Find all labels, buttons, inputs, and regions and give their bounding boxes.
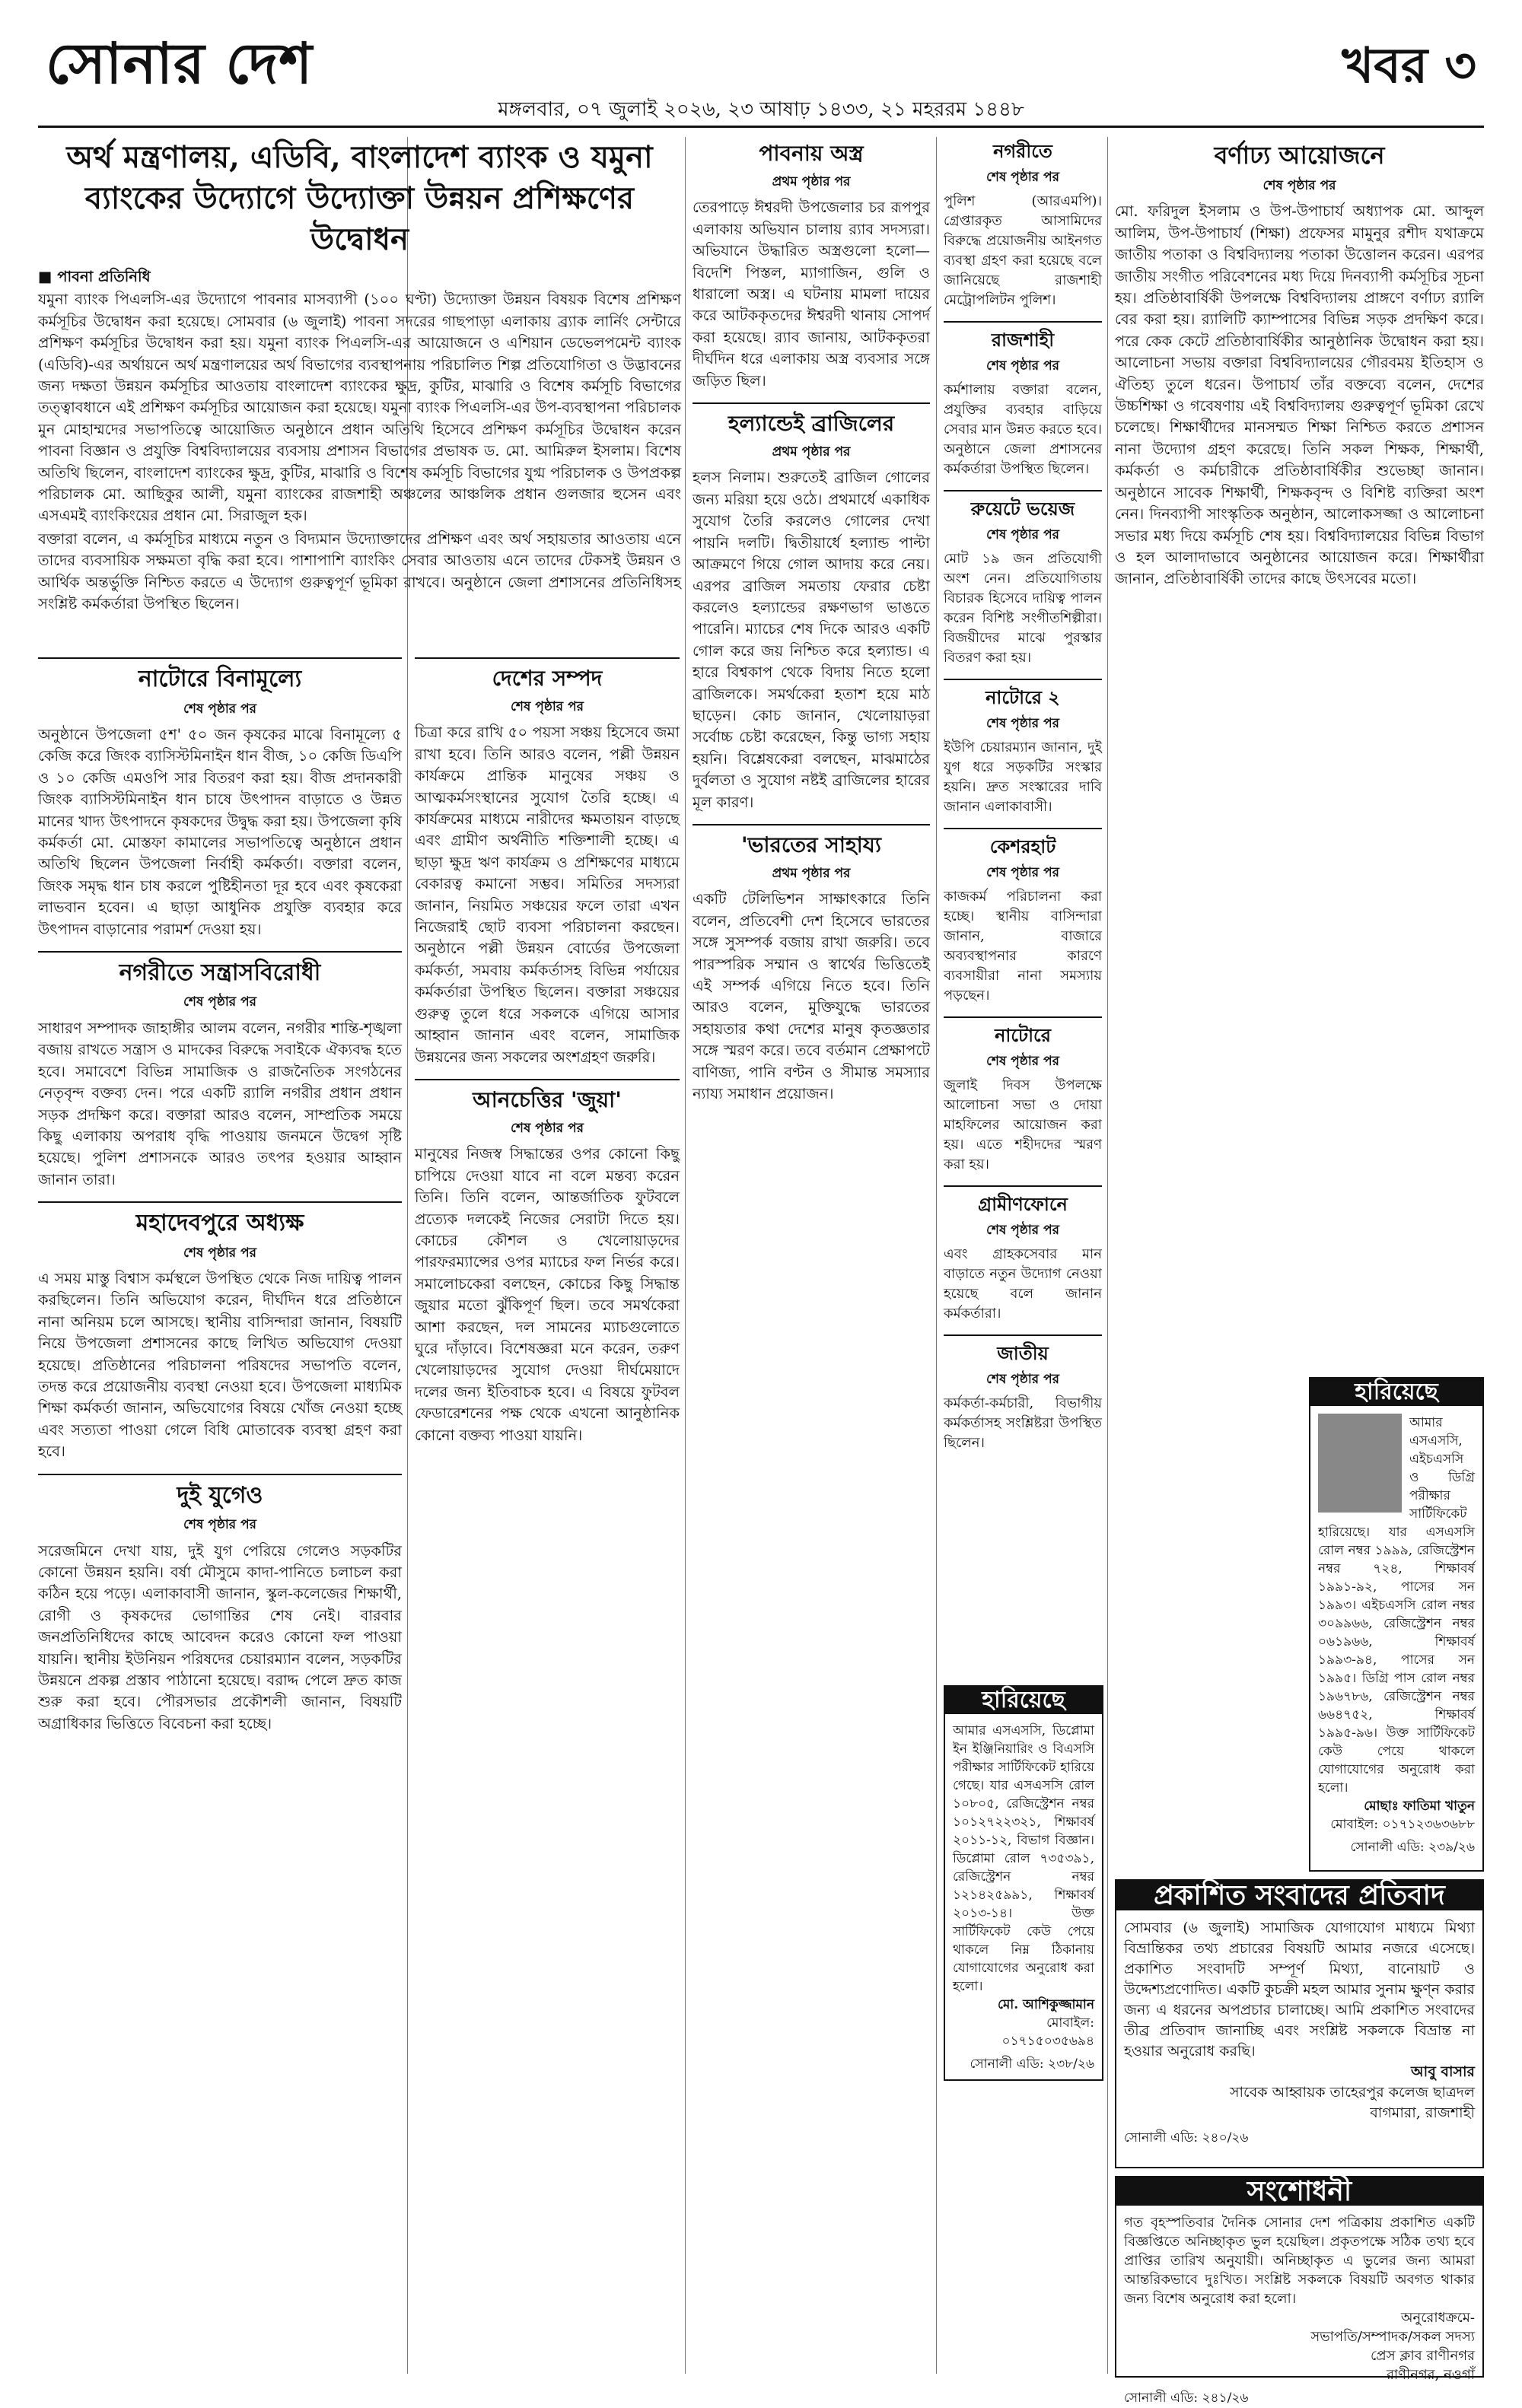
story-headline: দুই যুগেও [177,1481,263,1509]
masthead [38,14,1484,128]
notice-name: মোছাঃ ফাতিমা খাতুন [1364,1799,1475,1814]
story-body: পুলিশ (আরএমপি)। গ্রেপ্তারকৃত আসামিদের বিরুদ্ধে প্রয়োজনীয় আইনগত ব্যবস্থা গ্রহণ করা হয়েছে বলে জানিয়েছে রাজশাহী মেট্রোপলিটন পুলিশ। [944,193,1102,308]
ad-reference: সোনালী এডি: ২৩৯/২৬ [1350,1840,1475,1855]
ad-reference: সোনালী এডি: ২৪০/২৬ [1124,2130,1249,2146]
box-title: প্রকাশিত সংবাদের প্রতিবাদ [1116,1881,1482,1910]
lead-body: যমুনা ব্যাংক পিএলসি-এর উদ্যোগে পাবনার মাসব্যাপী (১০০ ঘণ্টা) উদ্যোক্তা উন্নয়ন বিষয়ক বিশেষ প্রশিক্ষণ কর্মসূচির উদ্বোধন করা হয়েছে। সোমবার (৬ জুলাই) পাবনা সদরের গাছপাড়া এলাকায় ব্র্যাক লার্নিং সেন্টারে প্রশিক্ষণ কর্মসূচির উদ্বোধন করা হয়। যমুনা ব্যাংক পিএলসি-এর আয়োজনে ও এশিয়ান ডেভেলপমেন্ট ব্যাংক (এডিবি)-এর অর্থায়নে অর্থ মন্ত্রণালয়ের অর্থ বিভাগের ব্যবস্থাপনায় পরিচালিত শিল্প প্রতিযোগিতা ও উদ্ভাবনের জন্য দক্ষতা উন্নয়ন কর্মসূচির আওতায় বাংলাদেশ ব্যাংকের ক্ষুদ্র, কুটির, মাঝারি ও বিশেষ কর্মসূচি বিভাগের তত্ত্বাবধানে এই প্রশিক্ষণ কর্মসূচির আয়োজন করা হয়েছে। যমুনা ব্যাংক পিএলসি-এর উপ-ব্যবস্থাপনা পরিচালক মুন মোহাম্মদের সভাপতিত্বে আয়োজিত অনুষ্ঠানে প্রধান অতিথি হিসেবে প্রশিক্ষণ কর্মসূচির উদ্বোধন করেন পাবনা বিজ্ঞান ও প্রযুক্তি বিশ্ববিদ্যালয়ের ব্যবসায় প্রশাসন বিভাগের প্রভাষক ড. মো. আমিরুল ইসলাম। বিশেষ অতিথি ছিলেন, বাংলাদেশ ব্যাংকের ক্ষুদ্র, কুটির, মাঝারি ও বিশেষ কর্মসূচি বিভাগের যুগ্ম পরিচালক ও উপপ্রকল্প পরিচালক মো. আছিকুর আলী, যমুনা ব্যাংকের রাজশাহী অঞ্চলের আঞ্চলিক প্রধান গুলজার হুসেন এবং এসএমই ব্যাংকিংয়ের প্রধান মো. সিরাজুল হক। [38,291,681,525]
column-rule [685,137,686,2374]
continuation-label: শেষ পৃষ্ঠার পর [986,865,1059,880]
divider [944,1016,1102,1018]
continuation-label: প্রথম পৃষ্ঠার পর [772,174,851,189]
notice-phone: মোবাইল: ০১৭১৫০৩৫৬৯৪ [1001,2015,1094,2049]
column-1 [38,647,402,2374]
story-headline: নগরীতে [993,140,1052,162]
story-headline: পাবনায় অস্ত্র [759,141,864,166]
story-body: এ সময় মাস্তু বিশ্বাস কর্মস্থলে উপস্থিত থেকে নিজ দায়িত্ব পালন করছিলেন। তিনি অভিযোগ করেন, দীর্ঘদিন ধরে প্রতিষ্ঠানে নানা অনিয়ম চলে আসছে। স্থানীয় বাসিন্দারা জানান, বিষয়টি নিয়ে উপজেলা প্রশাসনের কাছে লিখিত অভিযোগ দেওয়া হয়েছে। প্রতিষ্ঠানের পরিচালনা পরিষদের সভাপতি বলেন, তদন্ত করে প্রয়োজনীয় ব্যবস্থা নেওয়া হবে। উপজেলা মাধ্যমিক শিক্ষা কর্মকর্তা জানান, অভিযোগের বিষয়ে খোঁজ নেওয়া হচ্ছে এবং সত্যতা পাওয়া গেলে বিধি মোতাবেক ব্যবস্থা গ্রহণ করা হবে। [38,1270,402,1461]
story-headline: বর্ণাঢ্য আয়োজনে [1214,141,1385,170]
divider [38,1201,402,1203]
continuation-label: প্রথম পৃষ্ঠার পর [772,444,851,460]
divider [944,1334,1102,1336]
ad-reference: সোনালী এডি: ২৪১/২৬ [1124,2391,1249,2406]
story-headline: রুয়েটে ভয়েজ [970,498,1075,520]
story-body: কাজকর্ম পরিচালনা করা হচ্ছে। স্থানীয় বাসিন্দারা জানান, বাজারে অব্যবস্থাপনার কারণে ব্যবসায়ীরা নানা সমস্যায় পড়ছেন। [944,889,1102,1004]
story-headline: মহাদেবপুরে অধ্যক্ষ [135,1210,304,1237]
box-title: সংশোধনী [1116,2177,1482,2206]
story-headline: আনচেত্তির 'জুয়া' [473,1086,622,1112]
story-body: কর্মশালায় বক্তারা বলেন, প্রযুক্তির ব্যবহার বাড়িয়ে সেবার মান উন্নত করতে হবে। অনুষ্ঠানে জেলা প্রশাসনের কর্মকর্তারা উপস্থিত ছিলেন। [944,382,1102,477]
continuation-label: শেষ পৃষ্ঠার পর [183,1517,256,1533]
continuation-label: শেষ পৃষ্ঠার পর [986,170,1059,185]
divider [944,828,1102,829]
story-body: এবং গ্রাহকসেবার মান বাড়াতে নতুন উদ্যোগ নেওয়া হয়েছে বলে জানান কর্মকর্তারা। [944,1246,1102,1322]
story-body: ইউপি চেয়ারম্যান জানান, দুই যুগ ধরে সড়কটির সংস্কার হয়নি। দ্রুত সংস্কারের দাবি জানান এলাকাবাসী। [944,740,1102,815]
divider [38,657,402,659]
story-headline: দেশের সম্পদ [492,666,603,691]
column-5 [1115,137,1484,1369]
divider [415,1079,680,1080]
page-label: খবর ৩ [1342,37,1476,94]
lead-story [38,137,681,639]
notice-phone: মোবাইল: ০১৭১২৩৬৩৬৮৮ [1330,1817,1475,1832]
continuation-label: শেষ পৃষ্ঠার পর [986,716,1059,731]
divider [415,657,680,659]
notice-body: আমার এসএসসি, এইচএসসি ও ডিগ্রি পরীক্ষার সার্টিফিকেট হারিয়েছে। যার এসএসসি রোল নম্বর ১৯৯৯, রেজিস্ট্রেশন নম্বর ৭২৪, শিক্ষাবর্ষ ১৯৯১-৯২, পাসের সন ১৯৯৩। এইচএসসি রোল নম্বর ৩০৯৯৬৬, রেজিস্ট্রেশন নম্বর ০৬১৯৬৬, শিক্ষাবর্ষ ১৯৯৩-৯৪, পাসের সন ১৯৯৫। ডিগ্রি পাস রোল নম্বর ১৯৬৭৮৬, রেজিস্ট্রেশন নম্বর ৬৬৪৭৫২, শিক্ষাবর্ষ ১৯৯৫-৯৬। উক্ত সার্টিফিকেট কেউ পেয়ে থাকলে যোগাযোগের অনুরোধ করা হলো। [1318,1415,1475,1796]
story-headline: হল্যান্ডেই ব্রাজিলের [728,411,895,437]
story-body: কর্মকর্তা-কর্মচারী, বিভাগীয় কর্মকর্তাসহ সংশ্লিষ্টরা উপস্থিত ছিলেন। [944,1395,1102,1451]
divider [944,321,1102,323]
lost-notice-large [1309,1377,1484,1872]
continuation-label: শেষ পৃষ্ঠার পর [986,1372,1059,1387]
story-headline: গ্রামীণফোনে [978,1193,1068,1215]
divider [693,824,930,825]
notice-body: সোমবার (৬ জুলাই) সামাজিক যোগাযোগ মাধ্যমে মিথ্যা বিভ্রান্তিকর তথ্য প্রচারের বিষয়টি আমার নজরে এসেছে। প্রকাশিত সংবাদটি সম্পূর্ণ মিথ্যা, বানোয়াট ও উদ্দেশ্যপ্রণোদিত। একটি কুচক্রী মহল আমার সুনাম ক্ষুণ্ন করার জন্য এ ধরনের অপপ্রচার চালাচ্ছে। আমি প্রকাশিত সংবাদের তীব্র প্রতিবাদ জানাচ্ছি এবং সংশ্লিষ্ট সকলকে বিভ্রান্ত না হওয়ার অনুরোধ করছি। [1124,1920,1475,2060]
story-body: একটি টেলিভিশন সাক্ষাৎকারে তিনি বলেন, প্রতিবেশী দেশ হিসেবে ভারতের সঙ্গে সুসম্পর্ক বজায় রাখা জরুরি। তবে পারস্পরিক সম্মান ও স্বার্থের ভিত্তিতেই এই সম্পর্ক এগিয়ে নিতে হবে। তিনি আরও বলেন, মুক্তিযুদ্ধে ভারতের সহায়তার কথা দেশের মানুষ কৃতজ্ঞতার সঙ্গে স্মরণ করে। তবে বর্তমান প্রেক্ষাপটে বাণিজ্য, পানি বণ্টন ও সীমান্ত সমস্যার ন্যায্য সমাধান প্রয়োজন। [693,890,930,1103]
lost-notice-small [944,1685,1103,2081]
continuation-label: শেষ পৃষ্ঠার পর [511,1120,584,1136]
continuation-label: শেষ পৃষ্ঠার পর [511,699,584,714]
notice-body: গত বৃহস্পতিবার দৈনিক সোনার দেশ পত্রিকায় প্রকাশিত একটি বিজ্ঞপ্তিতে অনিচ্ছাকৃত ভুল হয়েছিল। প্রকৃতপক্ষে সঠিক তথ্য হবে প্রাপ্তির তারিখ অনুযায়ী। অনিচ্ছাকৃত এ ভুলের জন্য আমরা আন্তরিকভাবে দুঃখিত। সংশ্লিষ্ট সকলকে বিষয়টি অবগত থাকার জন্য বিশেষ অনুরোধ করা হলো। [1124,2215,1475,2307]
signatory: অনুরোধক্রমে- [1400,2310,1475,2326]
continuation-label: শেষ পৃষ্ঠার পর [986,1054,1059,1069]
signatory-location: রাণীনগর, নওগাঁ [1386,2367,1475,2383]
story-body: মানুষের নিজস্ব সিদ্ধান্তের ওপর কোনো কিছু চাপিয়ে দেওয়া যাবে না বলে মন্তব্য করেন তিনি। তিনি বলেন, আন্তর্জাতিক ফুটবলে প্রত্যেক দলকেই নিজের সেরাটা দিতে হয়। কোচের কৌশল ও খেলোয়াড়দের পারফরম্যান্সের ওপর ম্যাচের ফল নির্ভর করে। সমালোচকেরা বলছেন, কোচের কিছু সিদ্ধান্ত জুয়ার মতো ঝুঁকিপূর্ণ ছিল। তবে সমর্থকেরা আশা করছেন, দল সামনের ম্যাচগুলোতে ঘুরে দাঁড়াবে। বিশেষজ্ঞরা মনে করেন, তরুণ খেলোয়াড়দের সুযোগ দেওয়া দীর্ঘমেয়াদে দলের জন্য ইতিবাচক হবে। এ বিষয়ে ফুটবল ফেডারেশনের পক্ষ থেকে এখনো আনুষ্ঠানিক কোনো বক্তব্য পাওয়া যায়নি। [415,1145,680,1444]
continuation-label: শেষ পৃষ্ঠার পর [986,358,1059,374]
protest-notice [1115,1879,1484,2168]
signatory-org: প্রেস ক্লাব রাণীনগর [1371,2348,1475,2364]
story-body: চিত্রা করে রাখি ৫০ পয়সা সঞ্চয় হিসেবে জমা রাখা হবে। তিনি আরও বলেন, পল্লী উন্নয়ন কার্যক্রমে প্রান্তিক মানুষের সঞ্চয় ও আত্মকর্মসংস্থানের সুযোগ তৈরি হচ্ছে। এ কার্যক্রমের মাধ্যমে নারীদের ক্ষমতায়ন বাড়ছে এবং গ্রামীণ অর্থনীতি শক্তিশালী হচ্ছে। এ ছাড়া ক্ষুদ্র ঋণ কার্যক্রম ও প্রশিক্ষণের মাধ্যমে বেকারত্ব কমানো সম্ভব। সমিতির সদস্যরা জানান, নিয়মিত সঞ্চয়ের ফলে তারা এখন নিজেরাই ছোট ব্যবসা পরিচালনা করছেন। অনুষ্ঠানে পল্লী উন্নয়ন বোর্ডের উপজেলা কর্মকর্তা, সমবায় কর্মকর্তাসহ বিভিন্ন পর্যায়ের কর্মকর্তারা উপস্থিত ছিলেন। বক্তারা সঞ্চয়ের গুরুত্ব তুলে ধরে সকলকে এগিয়ে আসার আহ্বান জানান এবং বলেন, সামাজিক উন্নয়নের জন্য সকলের অংশগ্রহণ জরুরি। [415,724,680,1066]
divider [38,1474,402,1475]
divider [944,679,1102,680]
column-2 [415,647,680,2374]
story-headline: নাটোরে ২ [985,686,1060,708]
notice-name: মো. আশিকুজ্জামান [997,1997,1094,2012]
correction-notice [1115,2175,1484,2406]
story-body: সরেজমিনে দেখা যায়, দুই যুগ পেরিয়ে গেলেও সড়কটির কোনো উন্নয়ন হয়নি। বর্ষা মৌসুমে কাদা-পানিতে চলাচল করা কঠিন হয়ে পড়ে। এলাকাবাসী জানান, স্কুল-কলেজের শিক্ষার্থী, রোগী ও কৃষকদের ভোগান্তির শেষ নেই। বারবার জনপ্রতিনিধিদের কাছে আবেদন করেও কোনো ফল পাওয়া যায়নি। স্থানীয় ইউনিয়ন পরিষদের চেয়ারম্যান বলেন, সড়কটির উন্নয়নে প্রকল্প প্রস্তাব পাঠানো হয়েছে। বরাদ্দ পেলে দ্রুত কাজ শুরু করা হবে। পৌরসভার প্রকৌশলী জানান, বিষয়টি অগ্রাধিকার ভিত্তিতে বিবেচনা করা হচ্ছে। [38,1541,402,1732]
divider [38,951,402,953]
box-title: হারিয়েছে [1310,1379,1482,1406]
story-body: হলস নিলাম। শুরুতেই ব্রাজিল গোলের জন্য মরিয়া হয়ে ওঠে। প্রথমার্ধে একাধিক সুযোগ তৈরি করলেও গোলের দেখা পায়নি দলটি। দ্বিতীয়ার্ধে হল্যান্ড পাল্টা আক্রমণে গিয়ে গোল আদায় করে নেয়। এরপর ব্রাজিল সমতায় ফেরার চেষ্টা করলেও হল্যান্ডের রক্ষণভাগ ভাঙতে পারেনি। ম্যাচের শেষ দিকে আরও একটি গোল করে জয় নিশ্চিত করে হল্যান্ড। এ হারে বিশ্বকাপ থেকে বিদায় নিতে হলো ব্রাজিলকে। সমর্থকেরা হতাশ হয়ে মাঠ ছাড়েন। কোচ জানান, খেলোয়াড়রা সর্বোচ্চ চেষ্টা করেছেন, কিন্তু ভাগ্য সহায় হয়নি। বিশ্লেষকেরা বলছেন, মাঝমাঠের দুর্বলতা ও সুযোগ নষ্টই ব্রাজিলের হারের মূল কারণ। [693,469,930,811]
story-body: অনুষ্ঠানে উপজেলা ৫শ' ৫০ জন কৃষকের মাঝে বিনামূল্যে ৫ কেজি করে জিংক ব্যাসিস্টমিনাইন ধান বীজ, ১০ কেজি ডিএপি ও ১০ কেজি এমওপি সার বিতরণ করা হয়। বীজ প্রদানকারী জিংক ব্যাসিস্টমিনাইন ধান চাষে উৎপাদন বাড়াতে ও উন্নত মানের খাদ্য উৎপাদনে কৃষকদের উদ্বুদ্ধ করা হয়। উপজেলা কৃষি কর্মকর্তা মো. মোস্তফা কামালের সভাপতিত্বে অনুষ্ঠানে প্রধান অতিথি ছিলেন উপজেলা নির্বাহী কর্মকর্তা। বক্তারা বলেন, জিংক সমৃদ্ধ ধান চাষ করলে পুষ্টিহীনতা দূর হবে এবং কৃষকেরা লাভবান হবেন। এ ছাড়া আধুনিক প্রযুক্তি ব্যবহার করে উৎপাদন বাড়ানোর পরামর্শ দেওয়া হয়। [38,725,402,938]
lead-headline: অর্থ মন্ত্রণালয়, এডিবি, বাংলাদেশ ব্যাংক ও যমুনা ব্যাংকের উদ্যোগে উদ্যোক্তা উন্নয়ন প্রশিক্ষণের উদ্বোধন [66,139,653,257]
story-headline: রাজশাহী [991,329,1055,351]
story-body: মোট ১৯ জন প্রতিযোগী অংশ নেন। প্রতিযোগিতায় বিচারক হিসেবে দায়িত্ব পালন করেন বিশিষ্ট সংগীতশিল্পীরা। বিজয়ীদের মাঝে পুরস্কার বিতরণ করা হয়। [944,551,1102,666]
story-body: তেরপাড়ে ঈশ্বরদী উপজেলার চর রূপপুর এলাকায় অভিযান চালায় র‍্যাব সদস্যরা। অভিযানে উদ্ধারিত অস্ত্রগুলো হলো— বিদেশি পিস্তল, ম্যাগাজিন, গুলি ও ধারালো অস্ত্র। এ ঘটনায় মামলা দায়ের করে আটককৃতদের ঈশ্বরদী থানায় সোপর্দ করা হয়েছে। র‍্যাব জানায়, আটককৃতরা দীর্ঘদিন ধরে এলাকায় অস্ত্র ব্যবসার সঙ্গে জড়িত ছিল। [693,199,930,390]
lead-byline: ■ পাবনা প্রতিনিধি [38,268,151,285]
divider [693,402,930,404]
ad-reference: সোনালী এডি: ২৩৮/২৬ [970,2057,1094,2072]
story-body: মো. ফরিদুল ইসলাম ও উপ-উপাচার্য অধ্যাপক মো. আব্দুল আলিম, উপ-উপাচার্য (শিক্ষা) প্রফেসর মামুনুর রশীদ যথাক্রমে জাতীয় পতাকা ও বিশ্ববিদ্যালয় পতাকা উত্তোলন করেন। এরপর জাতীয় সংগীত পরিবেশনের মধ্য দিয়ে দিনব্যাপী কর্মসূচির সূচনা হয়। প্রতিষ্ঠাবার্ষিকী উপলক্ষে বিশ্ববিদ্যালয় প্রাঙ্গণে বর্ণাঢ্য র‍্যালি বের করা হয়। র‍্যালিটি ক্যাম্পাসের বিভিন্ন সড়ক প্রদক্ষিণ করে। পরে কেক কেটে প্রতিষ্ঠাবার্ষিকীর আনুষ্ঠানিক উদ্বোধন করা হয়। আলোচনা সভায় বক্তারা বিশ্ববিদ্যালয়ের গৌরবময় ইতিহাস ও ঐতিহ্য তুলে ধরেন। উপাচার্য তাঁর বক্তব্যে বলেন, দেশের উচ্চশিক্ষা ও গবেষণায় এই বিশ্ববিদ্যালয় গুরুত্বপূর্ণ ভূমিকা রেখে চলেছে। শিক্ষার্থীদের মানসম্মত শিক্ষা নিশ্চিত করতে প্রশাসন নানা উদ্যোগ গ্রহণ করেছে। তিনি সকল শিক্ষক, শিক্ষার্থী, কর্মকর্তা ও কর্মচারীকে প্রতিষ্ঠাবার্ষিকীর শুভেচ্ছা জানান। অনুষ্ঠানে সাবেক শিক্ষার্থী, শিক্ষকবৃন্দ ও বিশিষ্ট ব্যক্তিরা অংশ নেন। দিনব্যাপী সাংস্কৃতিক অনুষ্ঠান, আলোকসজ্জা ও আলোচনা সভার মধ্য দিয়ে কর্মসূচি শেষ হয়। বিশ্ববিদ্যালয়ের বিভিন্ন বিভাগ ও হল আলাদাভাবে অনুষ্ঠানের আয়োজন করে। শিক্ষার্থীরা জানান, প্রতিষ্ঠাবার্ষিকী তাদের কাছে উৎসবের মতো। [1115,202,1484,588]
box-title: হারিয়েছে [945,1687,1102,1714]
continuation-label: শেষ পৃষ্ঠার পর [986,1223,1059,1238]
continuation-label: শেষ পৃষ্ঠার পর [183,1245,256,1261]
continuation-label: শেষ পৃষ্ঠার পর [183,701,256,717]
story-body: জুলাই দিবস উপলক্ষে আলোচনা সভা ও দোয়া মাহফিলের আয়োজন করা হয়। এতে শহীদদের স্মরণ করা হয়। [944,1077,1102,1172]
person-photo [1318,1414,1402,1513]
story-headline: জাতীয় [997,1342,1049,1364]
newspaper-logo: সোনার দেশ [46,31,314,97]
lead-body-2: বক্তারা বলেন, এ কর্মসূচির মাধ্যমে নতুন ও বিদ্যমান উদ্যোক্তাদের প্রশিক্ষণ এবং অর্থ সহায়তার আওতায় এনে তাদের ব্যবসায়িক সক্ষমতা বৃদ্ধি করা হবে। পাশাপাশি ব্যাংকিং সেবার আওতায় এনে তাদের টেকসই উন্নয়ন ও আর্থিক অন্তর্ভুক্তি নিশ্চিত করতে এ উদ্যোগ গুরুত্বপূর্ণ ভূমিকা রাখবে। অনুষ্ঠানে জেলা প্রশাসনের প্রতিনিধিসহ সংশ্লিষ্ট কর্মকর্তারা উপস্থিত ছিলেন। [38,530,681,613]
column-rule [936,137,937,2374]
story-headline: নাটোরে [995,1024,1051,1046]
divider [944,1185,1102,1187]
story-headline: কেশরহাট [989,835,1056,857]
story-body: সাধারণ সম্পাদক জাহাঙ্গীর আলম বলেন, নগরীর শান্তি-শৃঙ্খলা বজায় রাখতে সন্ত্রাস ও মাদকের বিরুদ্ধে সবাইকে ঐক্যবদ্ধ হতে হবে। সমাবেশে বিভিন্ন সামাজিক ও রাজনৈতিক সংগঠনের নেতৃবৃন্দ বক্তব্য দেন। পরে একটি র‍্যালি নগরীর প্রধান প্রধান সড়ক প্রদক্ষিণ করে। বক্তারা আরও বলেন, সাম্প্রতিক সময়ে কিছু এলাকায় অপরাধ বৃদ্ধি পাওয়ায় জনমনে উদ্বেগ সৃষ্টি হয়েছে। পুলিশ প্রশাসনকে আরও তৎপর হওয়ার আহ্বান জানান তারা। [38,1019,402,1188]
signatory-title: সাবেক আহ্বায়ক তাহেরপুর কলেজ ছাত্রদল [1229,2084,1475,2101]
signatory: আবু বাসার [1411,2063,1475,2080]
signatory-location: বাগমারা, রাজশাহী [1370,2104,1475,2121]
continuation-label: শেষ পৃষ্ঠার পর [1262,178,1336,193]
column-3 [693,137,930,2374]
continuation-label: শেষ পৃষ্ঠার পর [183,994,256,1010]
dateline: মঙ্গলবার, ০৭ জুলাই ২০২৬, ২৩ আষাঢ় ১৪৩৩, ২১ মহররম ১৪৪৮ [498,98,1024,121]
column-rule [1107,137,1108,2374]
story-headline: নগরীতে সন্ত্রাসবিরোধী [119,959,321,986]
continuation-label: প্রথম পৃষ্ঠার পর [772,865,851,881]
story-headline: নাটোরে বিনামূল্যে [138,666,302,692]
notice-body: আমার এসএসসি, ডিপ্লোমা ইন ইঞ্জিনিয়ারিং ও বিএসসি পরীক্ষার সার্টিফিকেট হারিয়ে গেছে। যার এসএসসি রোল ১০৮০৫, রেজিস্ট্রেশন নম্বর ১০১২৭২২৩২১, শিক্ষাবর্ষ ২০১১-১২, বিভাগ বিজ্ঞান। ডিপ্লোমা রোল ৭৩৫৩৯১, রেজিস্ট্রেশন নম্বর ১২১৪২৫৯৯১, শিক্ষাবর্ষ ২০১৩-১৪। উক্ত সার্টিফিকেট কেউ পেয়ে থাকলে নিম্ন ঠিকানায় যোগাযোগের অনুরোধ করা হলো। [953,1723,1094,1994]
story-headline: 'ভারতের সাহায্য [740,832,882,857]
continuation-label: শেষ পৃষ্ঠার পর [986,527,1059,542]
divider [944,490,1102,491]
column-4 [944,137,1102,1681]
signatory-title: সভাপতি/সম্পাদক/সকল সদস্য [1310,2329,1475,2345]
